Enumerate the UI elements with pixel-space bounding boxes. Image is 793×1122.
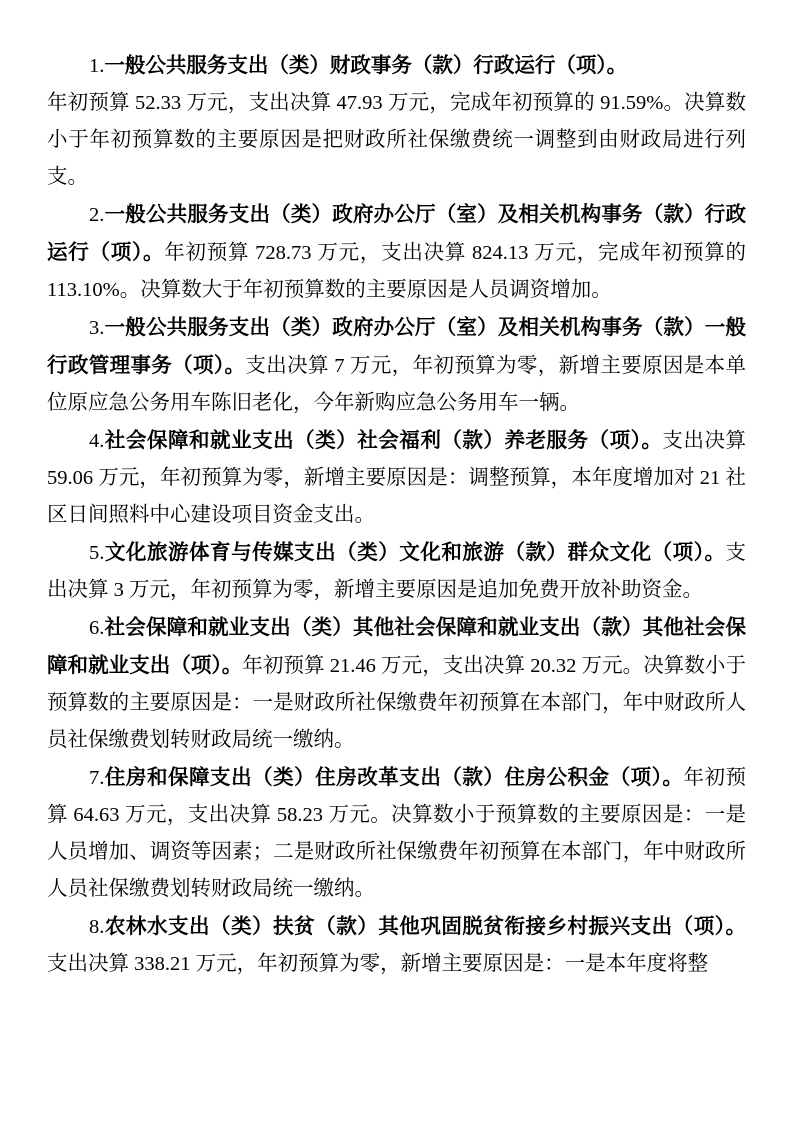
section-body: 支出决算 7 万元，年初预算为零，新增主要原因是本单位原应急公务用车陈旧老化，今年新购应急公务用车一辆。 [47,355,747,414]
section-number: 7. [89,767,105,789]
document-content [47,47,746,983]
section-body: 支出决算 59.06 万元，年初预算为零，新增主要原因是：调整预算，本年度增加对 21 社区日间照料中心建设项目资金支出。 [47,430,747,526]
budget-section-3 [47,309,746,422]
budget-section-6 [47,609,746,759]
section-body: 年初预算 21.46 万元，支出决算 20.32 万元。决算数小于预算数的主要原因是：一是财政所社保缴费年初预算在本部门，年中财政所人员社保缴费划转财政局统一缴纳。 [47,655,746,751]
budget-section-4 [47,422,746,534]
section-body: 年初预算 64.63 万元，支出决算 58.23 万元。决算数小于预算数的主要原因是：一是人员增加、调资等因素；二是财政所社保缴费年初预算在本部门，年中财政所人员社保缴费划转财政局统一缴纳。 [47,767,747,900]
budget-section-2 [47,196,746,309]
budget-section-5 [47,534,746,609]
section-heading: 一般公共服务支出（类）政府办公厅（室）及相关机构事务（款）行政运行（项）。 [47,203,746,264]
budget-section-1 [47,47,746,196]
section-number: 3. [89,317,105,339]
section-heading: 一般公共服务支出（类）财政事务（款）行政运行（项）。 [104,54,628,77]
section-number: 5. [89,542,105,564]
section-number: 8. [89,916,105,938]
section-heading: 社会保障和就业支出（类）其他社会保障和就业支出（款）其他社会保障和就业支出（项）。 [47,616,746,677]
section-body: 支出决算 3 万元，年初预算为零，新增主要原因是追加免费开放补助资金。 [47,542,746,601]
section-number: 4. [89,430,105,452]
budget-section-8 [47,908,746,983]
section-heading: 文化旅游体育与传媒支出（类）文化和旅游（款）群众文化（项）。 [104,541,726,564]
section-number: 6. [89,617,105,639]
section-heading: 住房和保障支出（类）住房改革支出（款）住房公积金（项）。 [104,766,684,789]
budget-section-7 [47,759,746,908]
section-heading: 社会保障和就业支出（类）社会福利（款）养老服务（项）。 [104,429,663,452]
section-heading: 农林水支出（类）扶贫（款）其他巩固脱贫衔接乡村振兴支出（项）。 [104,915,746,938]
section-body: 支出决算 338.21 万元，年初预算为零，新增主要原因是：一是本年度将整 [47,953,709,975]
section-number: 2. [89,204,105,226]
section-body: 年初预算 728.73 万元，支出决算 824.13 万元，完成年初预算的 113.10%。决算数大于年初预算数的主要原因是人员调资增加。 [47,242,746,301]
section-number: 1. [89,55,105,77]
section-body: 年初预算 52.33 万元，支出决算 47.93 万元，完成年初预算的 91.59%。决算数小于年初预算数的主要原因是把财政所社保缴费统一调整到由财政局进行列支。 [47,92,746,188]
section-heading: 一般公共服务支出（类）政府办公厅（室）及相关机构事务（款）一般行政管理事务（项）。 [47,316,746,377]
